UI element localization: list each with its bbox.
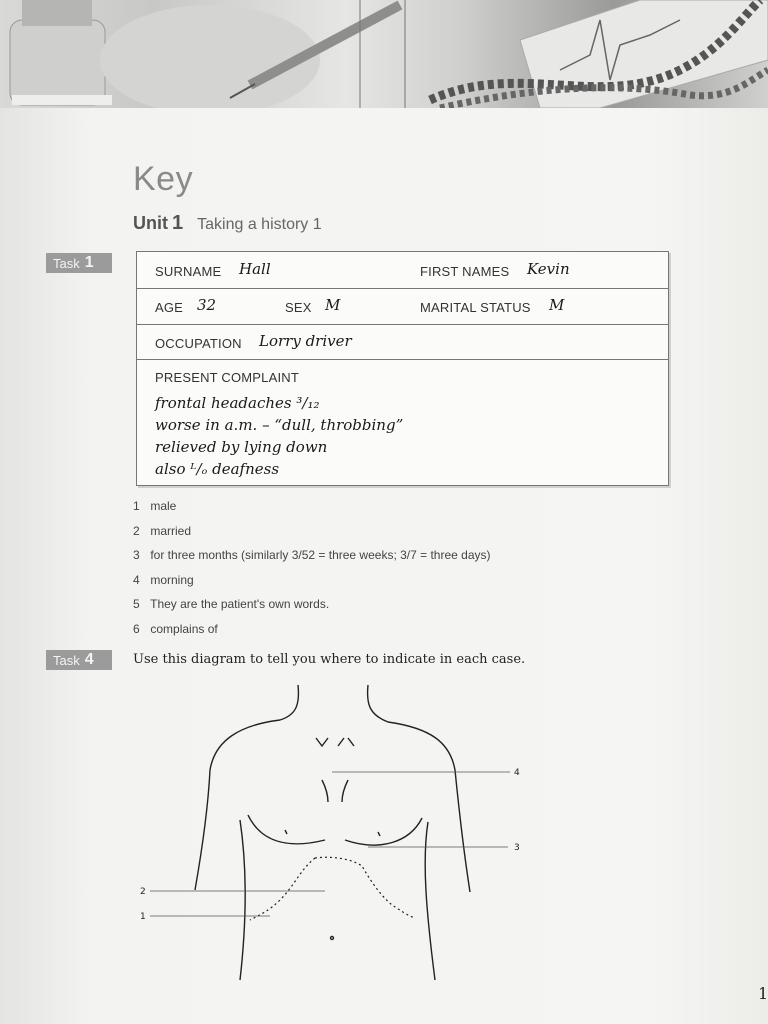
occupation-value: Lorry driver	[259, 332, 352, 350]
marital-status-value: M	[549, 296, 565, 314]
form-row-complaint	[137, 360, 668, 485]
first-names-value: Kevin	[527, 260, 570, 278]
rib-margin	[250, 857, 415, 920]
page-title: Key	[133, 160, 194, 198]
occupation-label: OCCUPATION	[155, 336, 242, 351]
first-names-label: FIRST NAMES	[420, 264, 510, 279]
complaint-line: frontal headaches ³/₁₂	[155, 394, 320, 412]
list-item: 4 morning	[133, 572, 194, 587]
task-label: Task	[53, 255, 80, 271]
age-label: AGE	[155, 300, 184, 315]
unit-number: 1	[172, 212, 184, 234]
surname-value: Hall	[239, 260, 271, 278]
form-row-names	[137, 252, 668, 289]
list-item: 3 for three months (similarly 3/52 = three weeks; 3/7 = three days)	[133, 548, 491, 562]
task-number: 1	[84, 254, 94, 271]
complaint-line: also ᴸ/ₒ deafness	[155, 460, 280, 478]
answers-list	[133, 498, 491, 645]
torso-diagram	[130, 680, 550, 990]
age-value: 32	[197, 296, 217, 314]
complaint-line: relieved by lying down	[155, 438, 328, 456]
complaint-line: worse in a.m. – “dull, throbbing”	[155, 416, 404, 434]
list-item: 1 male	[133, 499, 177, 513]
unit-name: Taking a history 1	[197, 216, 322, 233]
diagram-label-1: 1	[140, 912, 146, 922]
sex-value: M	[325, 296, 341, 314]
task-instruction: Use this diagram to tell you where to indicate in each case.	[133, 652, 526, 667]
task-1-tab	[46, 253, 112, 273]
form-row-age-sex	[137, 289, 668, 325]
task-number: 4	[84, 651, 94, 668]
unit-word: Unit	[133, 213, 168, 233]
page-number: 1	[758, 984, 768, 1003]
header-photo-banner	[0, 0, 768, 108]
diagram-label-3: 3	[514, 843, 520, 853]
sex-label: SEX	[285, 300, 312, 315]
marital-status-label: MARITAL STATUS	[420, 300, 531, 315]
list-item: 2 married	[133, 523, 192, 538]
list-item: 5 They are the patient's own words.	[133, 597, 330, 611]
unit-heading	[133, 212, 322, 235]
list-item: 6 complains of	[133, 621, 218, 636]
leader-lines	[150, 772, 510, 916]
diagram-label-2: 2	[140, 887, 146, 897]
torso-outline	[195, 685, 470, 980]
patient-history-form	[136, 251, 669, 486]
diagram-label-4: 4	[514, 768, 520, 778]
form-row-occupation	[137, 325, 668, 360]
task-4-tab	[46, 650, 112, 670]
surname-label: SURNAME	[155, 264, 222, 279]
task-label: Task	[53, 652, 80, 668]
present-complaint-label: PRESENT COMPLAINT	[155, 370, 300, 385]
medical-collage-image	[0, 0, 768, 108]
complaint-notes	[155, 392, 403, 480]
